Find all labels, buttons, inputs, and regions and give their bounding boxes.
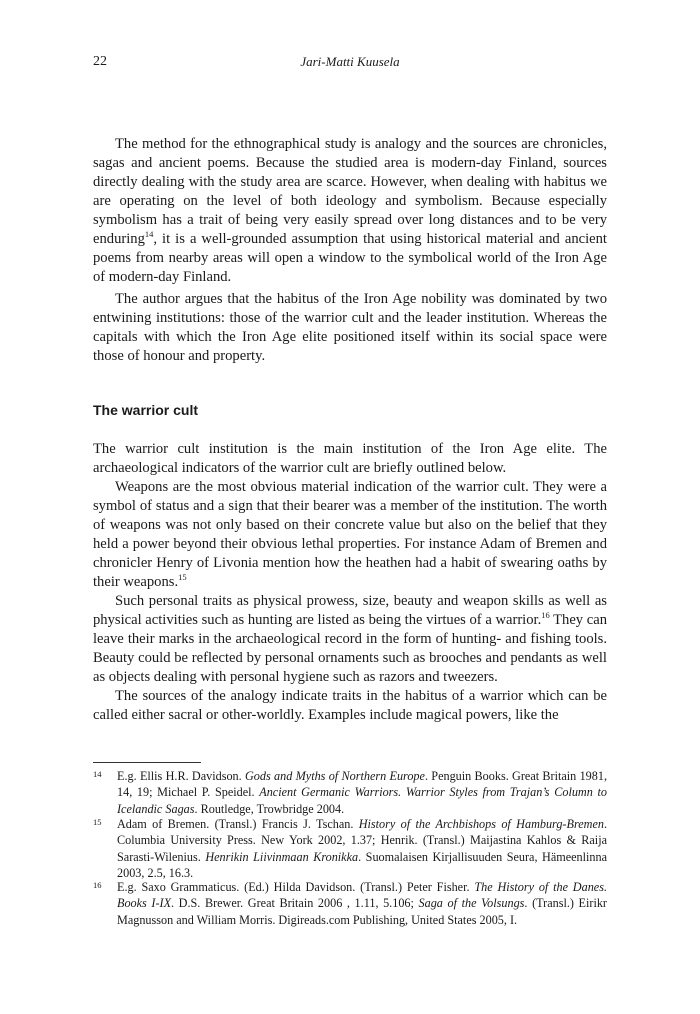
footnote-text <box>117 768 607 817</box>
footnote-15 <box>93 816 607 881</box>
footnote-segment: . (Transl.) Eirikr Magnusson and William Morris. Digireads.com Publishing, United States 2005, I. <box>117 896 607 927</box>
footnote-14 <box>93 768 607 817</box>
running-head <box>93 54 607 74</box>
footnote-segment: E.g. Saxo Grammaticus. (Ed.) Hilda Davidson. (Transl.) Peter Fisher. <box>117 880 475 894</box>
footnote-title: Ancient Germanic Warriors. Warrior Styles from Trajan’s Column to Icelandic Sagas <box>117 785 607 816</box>
footnote-ref-15[interactable]: 15 <box>178 572 187 583</box>
paragraph-habitus: The author argues that the habitus of the Iron Age nobility was dominated by two entwining institutions: those of the warrior cult and the leader institution. Whereas the capitals with which the Iron Age elite positioned itself within its social space were those of honour and property. <box>93 291 607 364</box>
paragraph-text: Such personal traits as physical prowess, size, beauty and weapon skills as well as physical activities such as hunting are listed as being the virtues of a warrior. <box>93 593 607 628</box>
footnote-segment: Adam of Bremen. (Transl.) Francis J. Tschan. <box>117 817 359 831</box>
paragraph-weapons <box>93 478 607 592</box>
footnote-separator <box>93 762 201 763</box>
footnote-segment: . D.S. Brewer. Great Britain 2006 , 1.11, 5.106; <box>171 896 419 911</box>
footnote-title: The History of the Danes. Books I-IX <box>117 880 607 911</box>
paragraph-warrior-institution: The warrior cult institution is the main institution of the Iron Age elite. The archaeological indicators of the warrior cult are briefly outlined below. <box>93 441 607 476</box>
section-heading: The warrior cult <box>93 402 199 418</box>
footnote-ref-16[interactable]: 16 <box>541 610 550 621</box>
footnote-16 <box>93 879 607 928</box>
footnote-number: 16 <box>93 880 102 890</box>
footnote-ref-14[interactable]: 14 <box>144 229 154 240</box>
footnote-segment: . Routledge, Trowbridge 2004. <box>194 801 345 816</box>
footnote-title: History of the Archbishops of Hamburg-Bremen <box>358 817 604 831</box>
footnote-number: 15 <box>93 817 102 827</box>
footnote-segment: . Columbia University Press. New York 2002, 1.37; Henrik. (Transl.) Maijastina Kahlos & Raija Sarasti-Wilenius. <box>117 817 607 864</box>
running-head-author: Jari-Matti Kuusela <box>300 54 400 69</box>
page-number: 22 <box>93 54 107 69</box>
footnote-text <box>117 879 607 928</box>
footnote-segment: . Suomalaisen Kirjallisuuden Seura, Hämeenlinna 2003, 2.5, 16.3. <box>117 849 607 880</box>
paragraph-method <box>93 135 607 287</box>
footnote-text <box>117 816 607 881</box>
footnote-segment: E.g. Ellis H.R. Davidson. <box>117 769 245 783</box>
paragraph-text: Weapons are the most obvious material indication of the warrior cult. They were a symbol of status and a sign that their bearer was a member of the institution. The worth of weapons was not only based on their concrete value but also on the belief that they held a power beyond their obvious lethal properties. For instance Adam of Bremen and chronicler Henry of Livonia mention how the heathen had a habit of swearing oaths by their weapons. <box>93 479 607 590</box>
footnote-title: Gods and Myths of Northern Europe <box>245 769 425 783</box>
paragraph-text: They can leave their marks in the archaeological record in the form of hunting- and fishing tools. Beauty could be reflected by personal ornaments such as brooches and pendants as well as objects dealing with personal hygiene such as razors and tweezers. <box>93 612 608 685</box>
paragraph-text: , it is a well-grounded assumption that using historical material and ancient poems from nearby areas will open a window to the symbolical world of the Iron Age of modern-day Finland. <box>93 231 607 285</box>
paragraph-sacral-traits: The sources of the analogy indicate traits in the habitus of a warrior which can be called either sacral or other-worldly. Examples include magical powers, like the <box>93 688 607 723</box>
footnote-title: Henrikin Liivinmaan Kronikka <box>205 849 359 864</box>
footnote-segment: . Penguin Books. Great Britain 1981, 14, 19; Michael P. Speidel. <box>117 769 608 800</box>
paragraph-text: The method for the ethnographical study is analogy and the sources are chronicles, sagas and ancient poems. Because the studied area is modern-day Finland, sources directly dealing with the study area are scarce. However, when dealing with habitus we are operating on the level of both ideology and symbolism. Because especially symbolism has a trait of being very easily spread over long distances and to be very enduring <box>93 136 607 247</box>
paragraph-personal-traits <box>93 592 607 687</box>
footnote-number: 14 <box>93 769 102 779</box>
footnote-title: Saga of the Volsungs <box>418 896 525 911</box>
